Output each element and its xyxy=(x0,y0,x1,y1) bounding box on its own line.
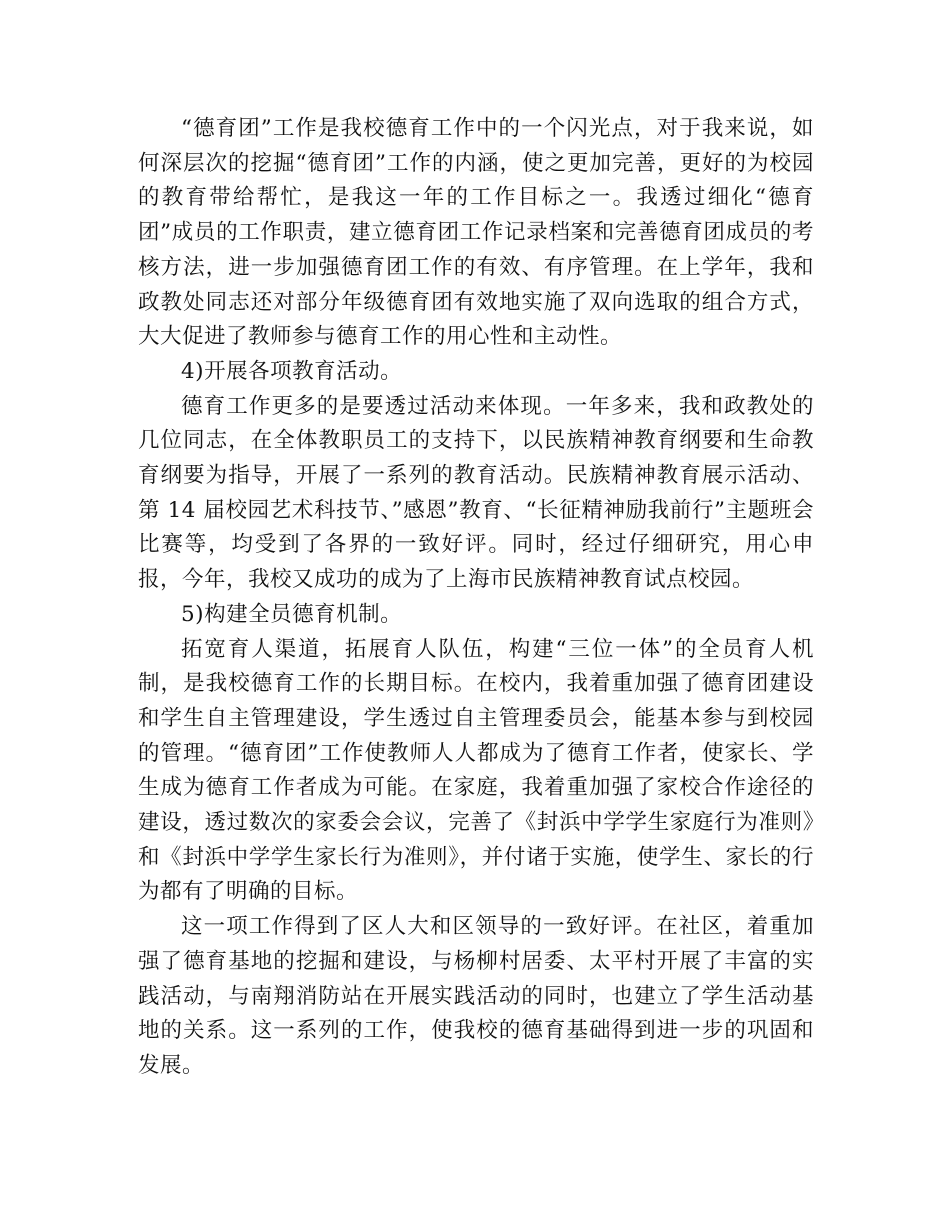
paragraph-community-work: 这一项工作得到了区人大和区领导的一致好评。在社区，着重加强了德育基地的挖掘和建设，与杨柳村居委、太平村开展了丰富的实践活动，与南翔消防站在开展实践活动的同时，也建立了学生活动基地的关系。这一系列的工作，使我校的德育基础得到进一步的巩固和发展。 xyxy=(138,914,814,1078)
paragraph-education-activities: 德育工作更多的是要透过活动来体现。一年多来，我和政教处的几位同志，在全体教职员工的支持下，以民族精神教育纲要和生命教育纲要为指导，开展了一系列的教育活动。民族精神教育展示活动、第 14 届校园艺术科技节、”感恩”教育、“长征精神励我前行”主题班会比赛等，均受到了各界的一致好评。同时，经过仔细研究，用心申报，今年，我校又成功的成为了上海市民族精神教育试点校园。 xyxy=(138,393,814,593)
paragraph-deyutuan-work: “德育团”工作是我校德育工作中的一个闪光点，对于我来说，如何深层次的挖掘“德育团”工作的内涵，使之更加完善，更好的为校园的教育带给帮忙，是我这一年的工作目标之一。我透过细化“德育团”成员的工作职责，建立德育团工作记录档案和完善德育团成员的考核方法，进一步加强德育团工作的有效、有序管理。在上学年，我和政教处同志还对部分年级德育团有效地实施了双向选取的组合方式，大大促进了教师参与德育工作的用心性和主动性。 xyxy=(138,116,814,350)
heading-education-activities: 4)开展各项教育活动。 xyxy=(181,358,403,384)
document-page xyxy=(138,112,814,1084)
paragraph-moral-education-mechanism: 拓宽育人渠道，拓展育人队伍，构建“三位一体”的全员育人机制，是我校德育工作的长期目标。在校内，我着重加强了德育团建设和学生自主管理建设，学生透过自主管理委员会，能基本参与到校园的管理。“德育团”工作使教师人人都成为了德育工作者，使家长、学生成为德育工作者成为可能。在家庭，我着重加强了家校合作途径的建设，透过数次的家委会会议，完善了《封浜中学学生家庭行为准则》和《封浜中学学生家长行为准则》，并付诸于实施，使学生、家长的行为都有了明确的目标。 xyxy=(138,636,814,905)
heading-moral-education-mechanism: 5)构建全员德育机制。 xyxy=(181,601,403,627)
